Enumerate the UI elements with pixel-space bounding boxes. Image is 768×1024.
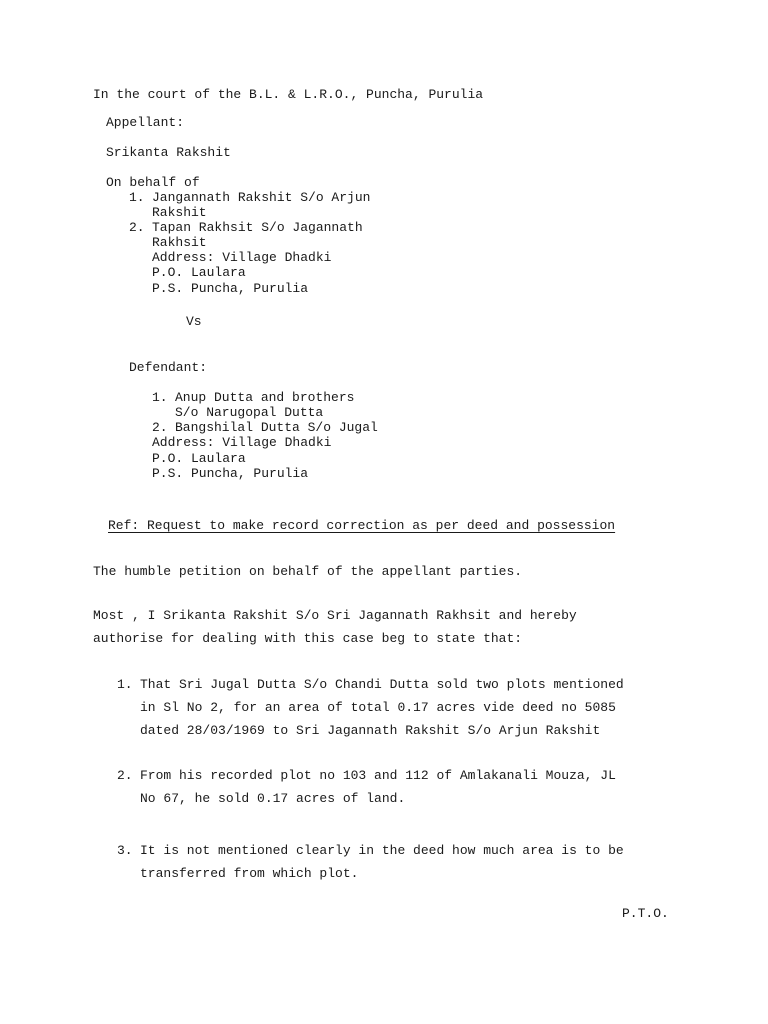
point-3-number: 3. (117, 843, 133, 858)
point-2-number: 2. (117, 768, 133, 783)
appellant-item-1-line1: Jangannath Rakshit S/o Arjun (152, 190, 371, 205)
reference-line: Ref: Request to make record correction as per deed and possession (108, 518, 616, 533)
point-3-line2: transferred from which plot. (140, 866, 359, 881)
appellant-address: Address: Village Dhadki (152, 250, 332, 265)
point-1-line1: That Sri Jugal Dutta S/o Chandi Dutta sold two plots mentioned (140, 677, 624, 692)
defendant-label: Defendant: (129, 360, 208, 375)
appellant-post-office: P.O. Laulara (152, 265, 246, 280)
point-2-line1: From his recorded plot no 103 and 112 of Amlakanali Mouza, JL (140, 768, 616, 783)
statement-line1: Most , I Srikanta Rakshit S/o Sri Jagannath Rakhsit and hereby (93, 608, 577, 623)
defendant-item-2-number: 2. (152, 420, 168, 435)
point-1-line3: dated 28/03/1969 to Sri Jagannath Rakshit S/o Arjun Rakshit (140, 723, 601, 738)
petition-text: The humble petition on behalf of the appellant parties. (93, 564, 523, 579)
point-3-line1: It is not mentioned clearly in the deed how much area is to be (140, 843, 624, 858)
on-behalf-label: On behalf of (106, 175, 200, 190)
appellant-item-2-line2: Rakhsit (152, 235, 207, 250)
point-1-number: 1. (117, 677, 133, 692)
defendant-item-1-line2: S/o Narugopal Dutta (175, 405, 324, 420)
defendant-address: Address: Village Dhadki (152, 435, 332, 450)
appellant-police-station: P.S. Puncha, Purulia (152, 281, 309, 296)
appellant-name: Srikanta Rakshit (106, 145, 231, 160)
defendant-police-station: P.S. Puncha, Purulia (152, 466, 309, 481)
court-heading: In the court of the B.L. & L.R.O., Puncha, Purulia (93, 87, 484, 102)
point-2-line2: No 67, he sold 0.17 acres of land. (140, 791, 406, 806)
appellant-item-1-line2: Rakshit (152, 205, 207, 220)
versus-label: Vs (186, 314, 202, 329)
defendant-item-1-line1: Anup Dutta and brothers (175, 390, 355, 405)
statement-line2: authorise for dealing with this case beg to state that: (93, 631, 523, 646)
defendant-post-office: P.O. Laulara (152, 451, 246, 466)
appellant-item-1-number: 1. (129, 190, 145, 205)
appellant-item-2-line1: Tapan Rakhsit S/o Jagannath (152, 220, 363, 235)
appellant-label: Appellant: (106, 115, 185, 130)
defendant-item-1-number: 1. (152, 390, 168, 405)
please-turn-over: P.T.O. (622, 906, 669, 921)
defendant-item-2-line1: Bangshilal Dutta S/o Jugal (175, 420, 378, 435)
point-1-line2: in Sl No 2, for an area of total 0.17 acres vide deed no 5085 (140, 700, 616, 715)
appellant-item-2-number: 2. (129, 220, 145, 235)
